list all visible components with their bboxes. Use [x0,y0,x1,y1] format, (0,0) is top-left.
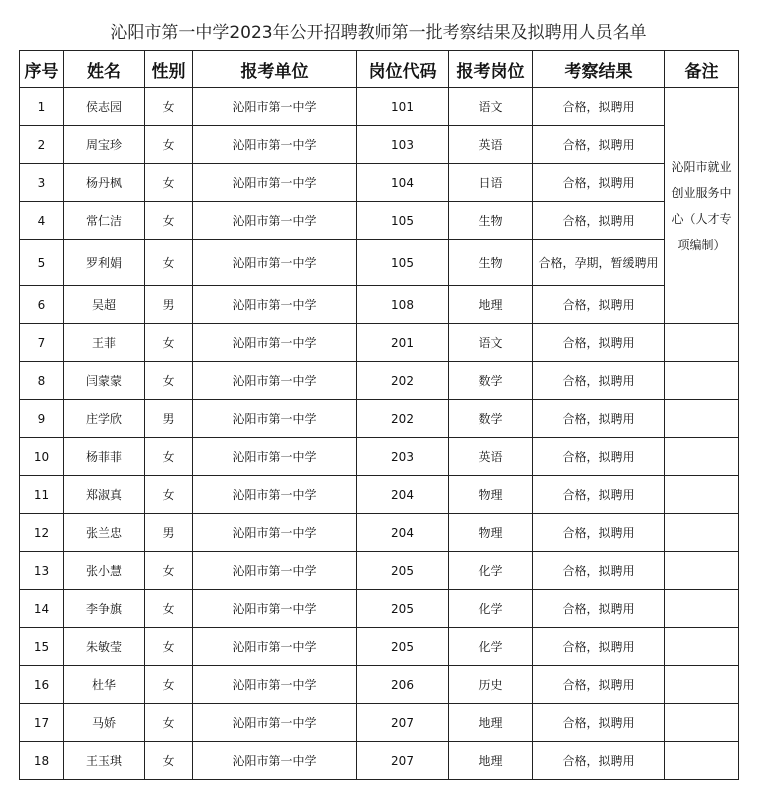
cell-no: 17 [20,704,64,742]
cell-code: 202 [357,400,449,438]
cell-unit: 沁阳市第一中学 [193,126,357,164]
cell-post: 英语 [449,438,533,476]
cell-no: 18 [20,742,64,780]
cell-gender: 女 [145,666,193,704]
cell-no: 10 [20,438,64,476]
cell-gender: 女 [145,126,193,164]
cell-code: 108 [357,286,449,324]
cell-result: 合格，拟聘用 [533,666,665,704]
cell-code: 101 [357,88,449,126]
cell-note-empty [665,552,739,590]
cell-result: 合格，拟聘用 [533,164,665,202]
header-post: 报考岗位 [449,51,533,88]
cell-result: 合格，孕期，暂缓聘用 [533,240,665,286]
cell-post: 物理 [449,476,533,514]
cell-no: 4 [20,202,64,240]
cell-no: 3 [20,164,64,202]
cell-note-empty [665,438,739,476]
header-note: 备注 [665,51,739,88]
cell-unit: 沁阳市第一中学 [193,666,357,704]
table-row [20,362,739,400]
cell-code: 201 [357,324,449,362]
cell-note-empty [665,400,739,438]
cell-unit: 沁阳市第一中学 [193,324,357,362]
cell-result: 合格，拟聘用 [533,324,665,362]
cell-result: 合格，拟聘用 [533,202,665,240]
cell-post: 语文 [449,324,533,362]
cell-no: 8 [20,362,64,400]
header-name: 姓名 [64,51,145,88]
cell-result: 合格，拟聘用 [533,590,665,628]
table-row [20,742,739,780]
cell-no: 14 [20,590,64,628]
table-row [20,240,739,286]
cell-unit: 沁阳市第一中学 [193,286,357,324]
cell-unit: 沁阳市第一中学 [193,628,357,666]
cell-code: 105 [357,202,449,240]
cell-result: 合格，拟聘用 [533,704,665,742]
cell-result: 合格，拟聘用 [533,88,665,126]
cell-note-empty [665,590,739,628]
cell-code: 205 [357,590,449,628]
cell-unit: 沁阳市第一中学 [193,164,357,202]
cell-post: 数学 [449,400,533,438]
cell-note-empty [665,628,739,666]
cell-unit: 沁阳市第一中学 [193,514,357,552]
cell-gender: 男 [145,514,193,552]
page-title: 沁阳市第一中学2023年公开招聘教师第一批考察结果及拟聘用人员名单 [110,23,647,43]
cell-name: 马娇 [64,704,145,742]
cell-name: 郑淑真 [64,476,145,514]
cell-gender: 女 [145,704,193,742]
table-row [20,666,739,704]
cell-post: 化学 [449,552,533,590]
cell-gender: 女 [145,628,193,666]
table-row [20,704,739,742]
cell-gender: 女 [145,362,193,400]
cell-code: 103 [357,126,449,164]
cell-no: 2 [20,126,64,164]
table-row [20,286,739,324]
cell-post: 历史 [449,666,533,704]
cell-name: 闫蒙蒙 [64,362,145,400]
cell-result: 合格，拟聘用 [533,438,665,476]
cell-note-empty [665,666,739,704]
cell-name: 常仁洁 [64,202,145,240]
cell-result: 合格，拟聘用 [533,514,665,552]
cell-name: 张小慧 [64,552,145,590]
table-row [20,88,739,126]
cell-name: 侯志园 [64,88,145,126]
cell-note: 沁阳市就业创业服务中心（人才专项编制） [665,88,739,324]
cell-post: 化学 [449,590,533,628]
table-row [20,126,739,164]
cell-name: 吴超 [64,286,145,324]
cell-no: 11 [20,476,64,514]
cell-unit: 沁阳市第一中学 [193,742,357,780]
cell-note-empty [665,704,739,742]
cell-unit: 沁阳市第一中学 [193,400,357,438]
cell-note-empty [665,362,739,400]
cell-no: 15 [20,628,64,666]
cell-code: 205 [357,552,449,590]
cell-unit: 沁阳市第一中学 [193,552,357,590]
header-result: 考察结果 [533,51,665,88]
cell-post: 地理 [449,742,533,780]
cell-name: 罗利娟 [64,240,145,286]
cell-gender: 男 [145,400,193,438]
cell-gender: 女 [145,552,193,590]
cell-gender: 男 [145,286,193,324]
cell-no: 1 [20,88,64,126]
header-gender: 性别 [145,51,193,88]
cell-post: 英语 [449,126,533,164]
cell-code: 205 [357,628,449,666]
cell-name: 王玉琪 [64,742,145,780]
table-row [20,552,739,590]
cell-no: 13 [20,552,64,590]
cell-code: 207 [357,704,449,742]
cell-unit: 沁阳市第一中学 [193,88,357,126]
cell-name: 周宝珍 [64,126,145,164]
table-row [20,202,739,240]
cell-unit: 沁阳市第一中学 [193,202,357,240]
table-row [20,628,739,666]
table-row [20,438,739,476]
header-row [20,51,739,88]
results-table [19,50,739,780]
cell-unit: 沁阳市第一中学 [193,704,357,742]
cell-post: 语文 [449,88,533,126]
cell-no: 12 [20,514,64,552]
cell-note-empty [665,742,739,780]
cell-note-empty [665,514,739,552]
cell-no: 5 [20,240,64,286]
cell-post: 数学 [449,362,533,400]
cell-code: 203 [357,438,449,476]
cell-code: 105 [357,240,449,286]
cell-name: 庄学欣 [64,400,145,438]
cell-unit: 沁阳市第一中学 [193,362,357,400]
cell-post: 生物 [449,240,533,286]
table-row [20,164,739,202]
cell-no: 6 [20,286,64,324]
cell-code: 204 [357,476,449,514]
header-code: 岗位代码 [357,51,449,88]
cell-code: 204 [357,514,449,552]
cell-gender: 女 [145,202,193,240]
cell-post: 生物 [449,202,533,240]
cell-unit: 沁阳市第一中学 [193,476,357,514]
cell-result: 合格，拟聘用 [533,552,665,590]
cell-name: 朱敏莹 [64,628,145,666]
cell-name: 李争旗 [64,590,145,628]
cell-unit: 沁阳市第一中学 [193,438,357,476]
cell-unit: 沁阳市第一中学 [193,240,357,286]
cell-gender: 女 [145,590,193,628]
cell-post: 日语 [449,164,533,202]
table-row [20,400,739,438]
cell-post: 地理 [449,704,533,742]
cell-unit: 沁阳市第一中学 [193,590,357,628]
table-row [20,590,739,628]
cell-code: 206 [357,666,449,704]
cell-result: 合格，拟聘用 [533,286,665,324]
cell-post: 化学 [449,628,533,666]
header-unit: 报考单位 [193,51,357,88]
table-body [20,88,739,780]
cell-note-empty [665,476,739,514]
cell-name: 王菲 [64,324,145,362]
cell-gender: 女 [145,742,193,780]
table-row [20,476,739,514]
cell-gender: 女 [145,88,193,126]
cell-gender: 女 [145,324,193,362]
cell-result: 合格，拟聘用 [533,476,665,514]
table-row [20,514,739,552]
cell-gender: 女 [145,476,193,514]
cell-post: 地理 [449,286,533,324]
cell-gender: 女 [145,240,193,286]
cell-result: 合格，拟聘用 [533,362,665,400]
cell-no: 16 [20,666,64,704]
cell-name: 杜华 [64,666,145,704]
cell-result: 合格，拟聘用 [533,628,665,666]
cell-note-empty [665,324,739,362]
cell-no: 9 [20,400,64,438]
cell-no: 7 [20,324,64,362]
cell-code: 207 [357,742,449,780]
cell-post: 物理 [449,514,533,552]
cell-code: 202 [357,362,449,400]
table-row [20,324,739,362]
cell-name: 杨丹枫 [64,164,145,202]
cell-result: 合格，拟聘用 [533,126,665,164]
cell-result: 合格，拟聘用 [533,742,665,780]
cell-result: 合格，拟聘用 [533,400,665,438]
cell-name: 张兰忠 [64,514,145,552]
cell-name: 杨菲菲 [64,438,145,476]
cell-gender: 女 [145,164,193,202]
cell-code: 104 [357,164,449,202]
header-no: 序号 [20,51,64,88]
cell-gender: 女 [145,438,193,476]
